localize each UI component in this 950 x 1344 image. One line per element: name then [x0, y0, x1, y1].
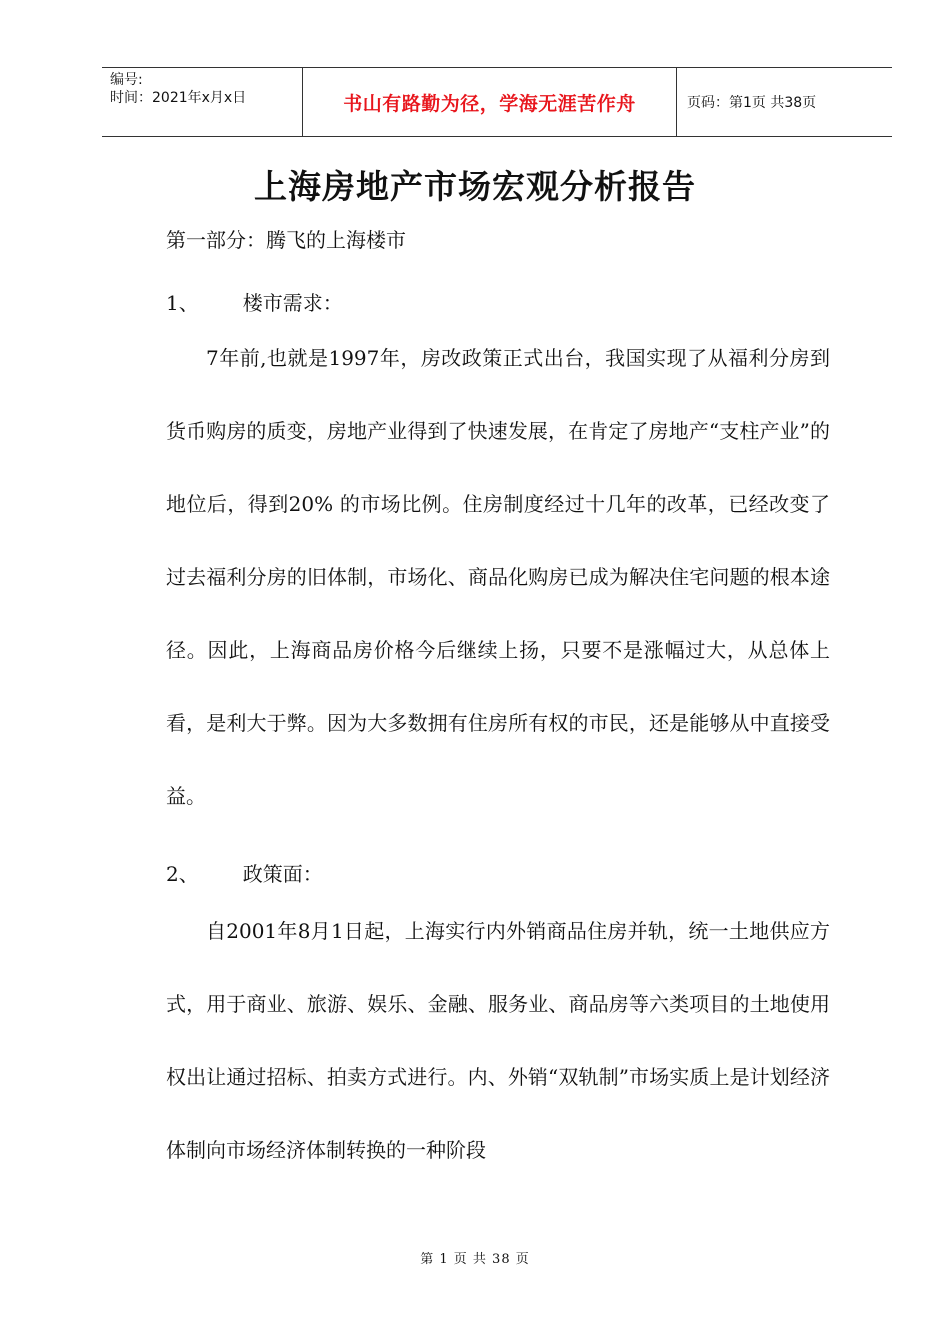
page-header [102, 67, 892, 137]
section-title: 政策面： [242, 862, 323, 886]
section-body-2: 自2001年8月1日起，上海实行内外销商品住房并轨，统一土地供应方式，用于商业、旅游、娱乐、金融、服务业、商品房等六类项目的土地使用权出让通过招标、拍卖方式进行。内、外销“双轨制”市场实质上是计划经济体制向市场经济体制转换的一种阶段 [166, 919, 830, 1162]
section-number: 2、 [166, 862, 199, 886]
section-title: 楼市需求： [242, 291, 343, 315]
header-motto: 书山有路勤为径，学海无涯苦作舟 [303, 68, 677, 136]
header-page-info: 页码：第1页 共38页 [687, 95, 817, 111]
time-label: 时间：2021年x月x日 [110, 90, 247, 106]
section-heading-2 [166, 858, 323, 887]
document-title: 上海房地产市场宏观分析报告 [254, 167, 696, 206]
section-heading-1 [166, 287, 343, 316]
header-meta [102, 68, 303, 136]
page-footer: 第 1 页 共 38 页 [420, 1252, 530, 1267]
number-label: 编号: [110, 72, 143, 88]
part-heading: 第一部分：腾飞的上海楼市 [166, 228, 406, 252]
section-body-1: 7年前,也就是1997年，房改政策正式出台，我国实现了从福利分房到货币购房的质变，房地产业得到了快速发展，在肯定了房地产“支柱产业”的地位后，得到20% 的市场比例。住房制度经过十几年的改革，已经改变了过去福利分房的旧体制，市场化、商品化购房已成为解决住宅问题的根本途径。因此，上海商品房价格今后继续上扬，只要不是涨幅过大，从总体上看，是利大于弊。因为大多数拥有住房所有权的市民，还是能够从中直接受益。 [166, 346, 830, 808]
section-number: 1、 [166, 291, 199, 315]
